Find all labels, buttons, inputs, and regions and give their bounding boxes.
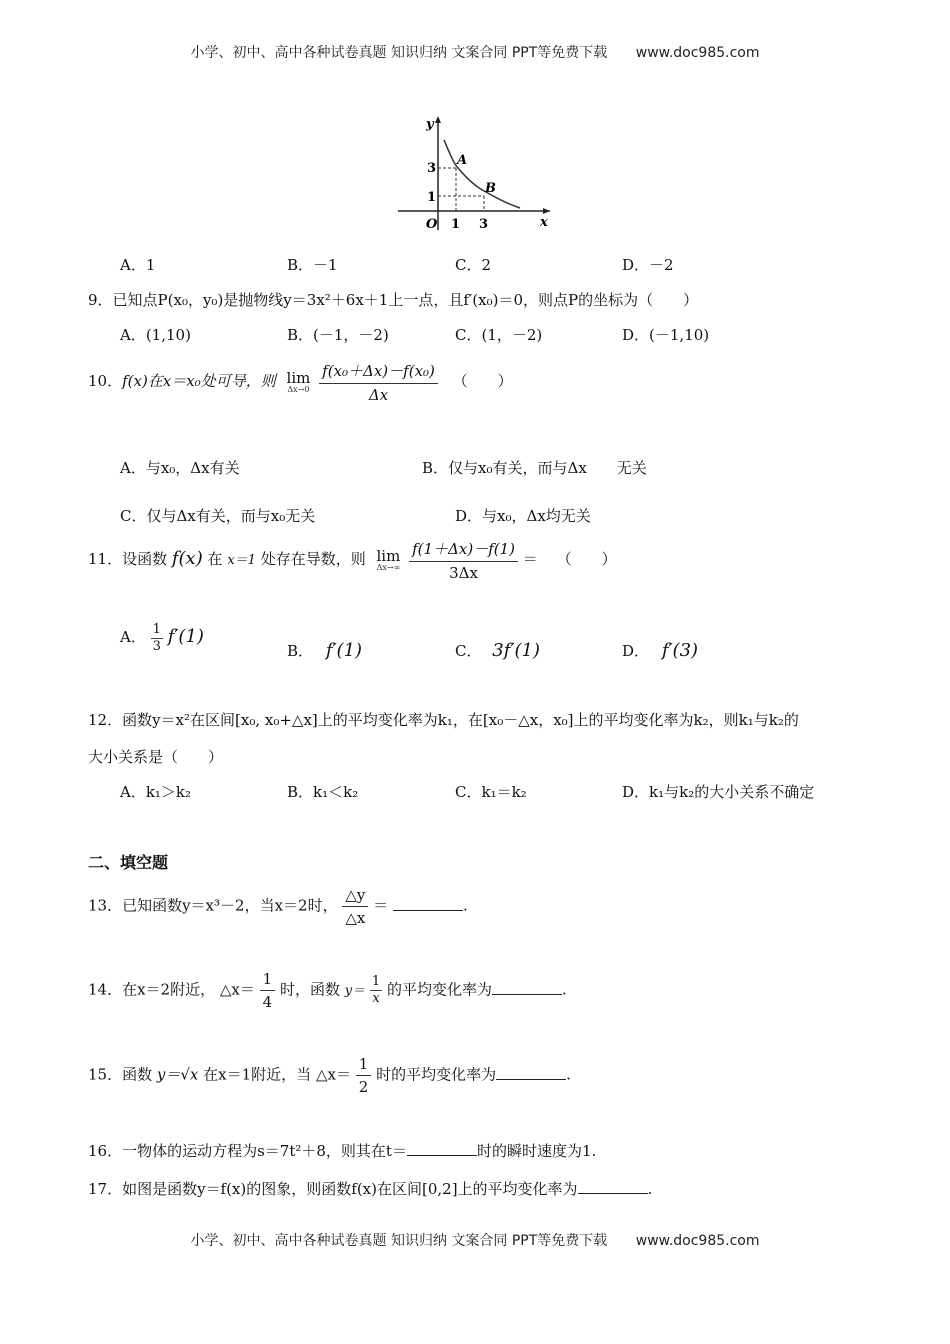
header-text: 小学、初中、高中各种试卷真题 知识归纳 文案合同 PPT等免费下载 xyxy=(190,45,608,61)
q16-text2: 时的瞬时速度为1. xyxy=(476,1142,597,1160)
q11-option-a-tail: f′(1) xyxy=(167,626,204,648)
q11-limit xyxy=(376,546,401,572)
q10-prefix: 10． xyxy=(88,372,123,390)
q11-option-d xyxy=(622,640,698,661)
q15-tail: 时的平均变化率为 xyxy=(376,1065,497,1084)
y-label: y xyxy=(426,117,434,132)
q11-option-b-value: f′(1) xyxy=(325,640,363,661)
q15-prefix: 15．函数 xyxy=(88,1065,153,1084)
q9-option-d: D．(－1,10) xyxy=(622,326,710,344)
q15-den: 2 xyxy=(358,1078,369,1096)
q11-option-d-label: D． xyxy=(622,642,650,660)
q13-answer-blank[interactable] xyxy=(393,898,463,911)
q11-option-b xyxy=(287,640,362,661)
q11-lim-sub: Δx→∞ xyxy=(376,562,401,572)
q11-option-a-label: A． xyxy=(120,628,146,647)
q17-line xyxy=(88,1178,652,1199)
q16-line xyxy=(88,1140,596,1161)
q11-option-c-label: C． xyxy=(455,642,482,660)
x-tick-1: 1 xyxy=(451,217,461,232)
y-tick-3: 3 xyxy=(427,161,437,176)
page-footer xyxy=(0,1230,950,1250)
q16-text1: 16．一物体的运动方程为s＝7t²＋8，则其在t＝ xyxy=(88,1142,407,1160)
q15-fraction xyxy=(356,1055,372,1096)
q15-mid: 在x＝1附近，当 xyxy=(203,1065,312,1084)
q10-den: Δx xyxy=(368,386,389,404)
q11-fraction xyxy=(409,538,518,582)
footer-site: www.doc985.com xyxy=(635,1233,760,1249)
y-tick-1: 1 xyxy=(427,190,437,205)
section-heading-fill-in: 二、填空题 xyxy=(88,853,169,872)
q11-fx: f(x) xyxy=(171,548,203,569)
q13-fraction xyxy=(342,886,368,927)
q10-fraction xyxy=(319,360,438,404)
q11-num: f(1＋Δx)－f(1) xyxy=(409,538,518,562)
q14-line xyxy=(88,970,567,1011)
q11-option-a xyxy=(120,622,204,654)
point-b-label: B xyxy=(485,181,496,196)
q11-paren: （ ） xyxy=(556,550,617,568)
q11-option-b-label: B． xyxy=(287,642,314,660)
curve xyxy=(444,140,520,208)
q14-dx: △x＝ xyxy=(219,980,255,999)
q11-mid: 在 xyxy=(207,550,223,568)
q15-answer-blank[interactable] xyxy=(496,1067,566,1080)
q12-option-b: B．k₁＜k₂ xyxy=(287,783,359,801)
q10-fx: f(x)在x＝x₀处可导，则 xyxy=(122,372,276,390)
q11-option-c xyxy=(455,640,540,661)
q13-tail: . xyxy=(462,896,468,915)
y-axis-arrow xyxy=(435,116,441,123)
q14-mid: 时，函数 xyxy=(279,980,340,999)
q11-mid2: 处存在导数，则 xyxy=(260,550,366,568)
q9-text: 9．已知点P(x₀，y₀)是抛物线y＝3x²＋6x＋1上一点，且f′(x₀)＝0，则点P的坐标为（ ） xyxy=(88,291,699,309)
footer-text: 小学、初中、高中各种试卷真题 知识归纳 文案合同 PPT等免费下载 xyxy=(190,1233,608,1249)
q15-dx: △x＝ xyxy=(315,1065,351,1084)
q11-lim: lim xyxy=(376,546,401,565)
q11-eq: ＝ xyxy=(522,550,538,568)
q15-line xyxy=(88,1055,571,1096)
q15-end: . xyxy=(566,1065,571,1084)
origin-label: O xyxy=(426,217,438,232)
q13-num: △y xyxy=(342,886,368,907)
q17-end: . xyxy=(647,1180,653,1198)
q11-x1: x＝1 xyxy=(227,553,256,568)
q15-function: y＝√x xyxy=(156,1065,199,1084)
q11-den: 3Δx xyxy=(449,564,478,582)
q8-option-c: C．2 xyxy=(455,256,492,274)
page-header xyxy=(0,42,950,62)
q14-prefix: 14．在x＝2附近， xyxy=(88,980,216,999)
q12-option-a: A．k₁＞k₂ xyxy=(120,783,192,801)
q14-fden: x xyxy=(372,991,380,1006)
q11-prefix: 11．设函数 xyxy=(88,550,168,568)
q14-fnum: 1 xyxy=(371,974,381,990)
q14-tail: 的平均变化率为 xyxy=(386,980,492,999)
header-site: www.doc985.com xyxy=(635,45,760,61)
q14-y: y＝ xyxy=(344,983,366,999)
q11-line xyxy=(88,538,617,582)
q14-function-fraction xyxy=(370,974,382,1006)
q10-option-b: B．仅与x₀有关，而与Δx 无关 xyxy=(422,459,647,477)
q10-line xyxy=(88,360,513,404)
q10-num: f(x₀＋Δx)－f(x₀) xyxy=(319,360,438,384)
q10-limit xyxy=(286,368,311,394)
q11-option-d-value: f′(3) xyxy=(661,640,699,661)
q16-answer-blank[interactable] xyxy=(407,1143,477,1156)
q9-option-b: B．(－1，－2) xyxy=(287,326,389,344)
function-graph-figure xyxy=(390,112,560,237)
q13-eq: ＝ xyxy=(373,896,389,915)
q10-paren: （ ） xyxy=(452,372,513,390)
q17-answer-blank[interactable] xyxy=(578,1181,648,1194)
q10-lim: lim xyxy=(286,368,311,387)
q17-text: 17．如图是函数y＝f(x)的图象，则函数f(x)在区间[0,2]上的平均变化率为 xyxy=(88,1180,578,1198)
q15-num: 1 xyxy=(356,1055,372,1076)
q13-line xyxy=(88,886,468,927)
q10-option-d: D．与x₀，Δx均无关 xyxy=(455,507,591,525)
q12-option-c: C．k₁＝k₂ xyxy=(455,783,527,801)
q11-option-a-num: 1 xyxy=(152,622,161,637)
q10-option-a: A．与x₀，Δx有关 xyxy=(120,459,240,477)
q9-option-a: A．(1,10) xyxy=(120,326,191,344)
q11-option-a-frac xyxy=(151,622,163,654)
x-tick-3: 3 xyxy=(479,217,489,232)
q10-lim-sub: Δx→0 xyxy=(287,384,310,394)
q14-fraction xyxy=(260,970,276,1011)
q13-prefix: 13．已知函数y＝x³－2，当x＝2时， xyxy=(88,896,338,915)
q14-end: . xyxy=(562,980,567,999)
q14-answer-blank[interactable] xyxy=(492,982,562,995)
q14-den: 4 xyxy=(262,993,273,1011)
point-a-label: A xyxy=(457,153,468,168)
q12-option-d: D．k₁与k₂的大小关系不确定 xyxy=(622,783,815,801)
q12-line2: 大小关系是（ ） xyxy=(88,748,224,766)
q11-option-a-den: 3 xyxy=(152,638,161,654)
q8-option-b: B．－1 xyxy=(287,256,338,274)
q11-option-c-value: 3f′(1) xyxy=(492,640,540,661)
q9-option-c: C．(1，－2) xyxy=(455,326,543,344)
x-axis-arrow xyxy=(543,208,550,214)
q13-den: △x xyxy=(345,909,366,927)
q12-line1: 12．函数y＝x²在区间[x₀, x₀+△x]上的平均变化率为k₁，在[x₀－△x，x₀]上的平均变化率为k₂，则k₁与k₂的 xyxy=(88,711,799,729)
q8-option-a: A．1 xyxy=(120,256,156,274)
q10-option-c: C．仅与Δx有关，而与x₀无关 xyxy=(120,507,316,525)
q14-num: 1 xyxy=(260,970,276,991)
q8-option-d: D．－2 xyxy=(622,256,674,274)
x-label: x xyxy=(540,215,548,230)
